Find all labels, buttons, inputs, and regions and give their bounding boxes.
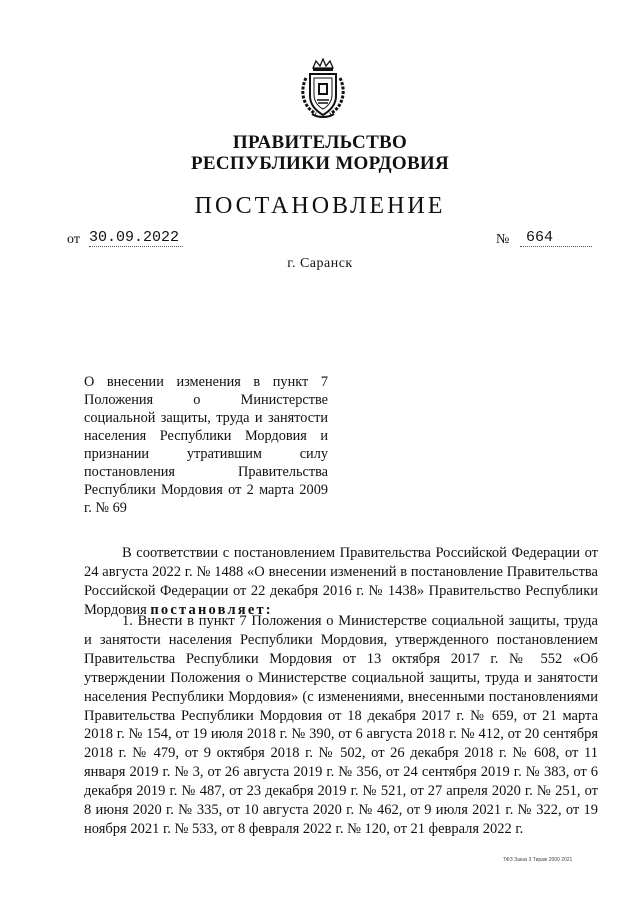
city: г. Саранск [287,256,353,271]
government-name-line2: РЕСПУБЛИКИ МОРДОВИЯ [190,153,450,174]
print-info: ТФЗ Заказ 3 Тираж 2000 2021 [503,857,573,863]
date-label: от [67,232,80,247]
number-label: № [496,232,510,247]
document-subject: О внесении изменения в пункт 7 Положения о Министерстве социальной защиты, труда и занятости населения Республики Мордовия и признании утратившим силу постановления Правительства Республики Мордовия от 2 марта 2009 г. № 69 [84,374,328,516]
body-paragraph-1 [84,544,598,620]
resolution-keyword: постановляет: [150,601,273,618]
coat-of-arms-icon [296,58,350,120]
document-number: 664 [520,229,592,247]
paragraph-1-text: В соответствии с постановлением Правительства Российской Федерации от 24 августа 2022 г. № 1488 «О внесении изменений в постановление Правительства Российской Федерации от 22 декабря 2016 г. № 1438» Правительство Республики Мордовия [84,545,598,618]
body-paragraph-2: 1. Внести в пункт 7 Положения о Министерстве социальной защиты, труда и занятости населения Республики Мордовия, утвержденного постановлением Правительства Республики Мордовия от 13 октября 2017 г. № 552 «Об утверждении Положения о Министерстве социальной защиты, труда и занятости населения Республики Мордовия» (с изменениями, внесенными постановлениями Правительства Республики Мордовия от 18 декабря 2017 г. № 659, от 21 марта 2018 г. № 154, от 19 июля 2018 г. № 390, от 6 августа 2018 г. № 412, от 20 сентября 2018 г. № 479, от 9 октября 2018 г. № 502, от 26 декабря 2018 г. № 608, от 11 января 2019 г. № 3, от 26 августа 2019 г. № 356, от 24 сентября 2019 г. № 383, от 6 декабря 2019 г. № 487, от 23 декабря 2019 г. № 521, от 27 апреля 2020 г. № 251, от 8 июня 2020 г. № 335, от 10 августа 2020 г. № 462, от 9 июля 2021 г. № 322, от 19 ноября 2021 г. № 533, от 8 февраля 2022 г. № 120, от 21 февраля 2022 г. [84,613,598,837]
document-date: 30.09.2022 [89,229,183,247]
government-name-line1: ПРАВИТЕЛЬСТВО [232,132,408,153]
document-title: ПОСТАНОВЛЕНИЕ [194,193,446,219]
